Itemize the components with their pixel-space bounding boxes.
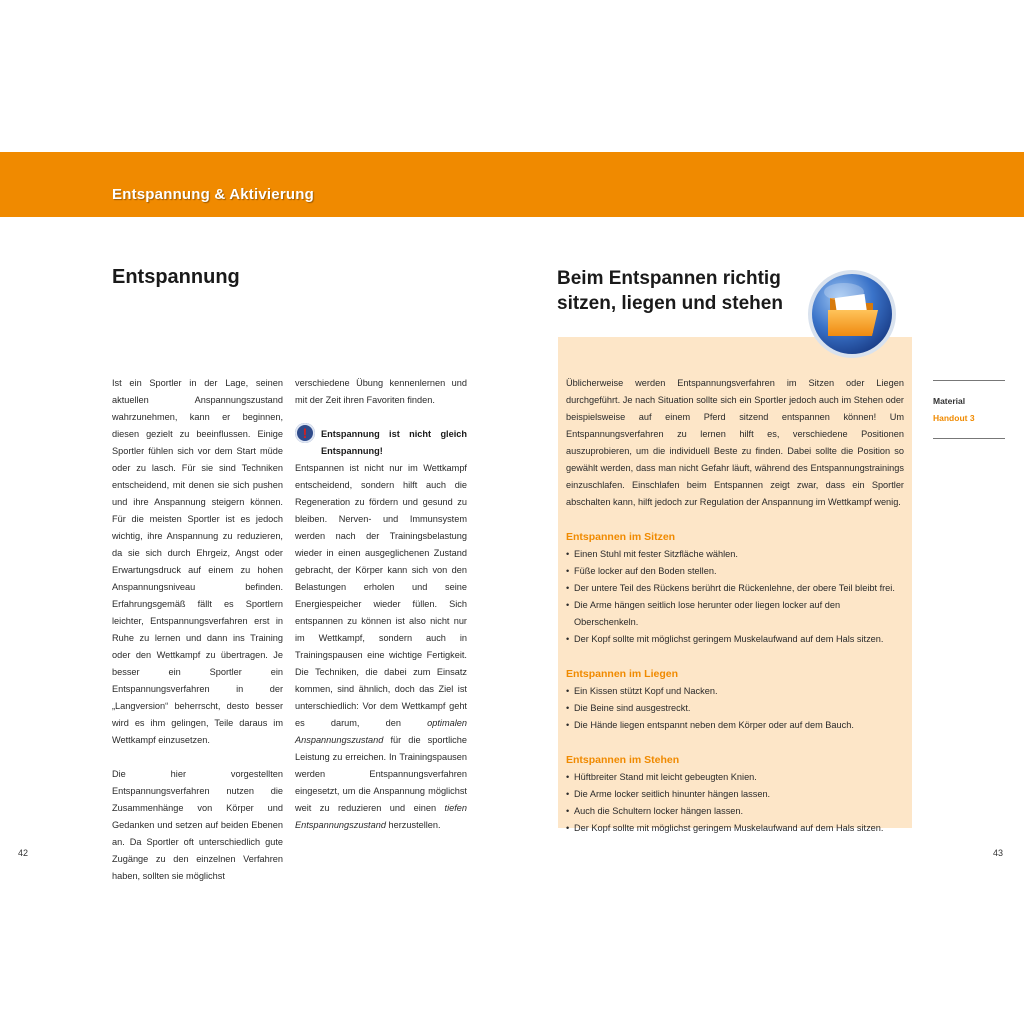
list-item: • Die Hände liegen entspannt neben dem Körper oder auf dem Bauch. (566, 717, 904, 734)
list-item: • Die Beine sind ausgestreckt. (566, 700, 904, 717)
side-label: Material (933, 396, 966, 406)
side-divider (933, 438, 1005, 439)
left-page-heading: Entspannung (112, 266, 240, 288)
list-item: • Der Kopf sollte mit möglichst geringem Muskelaufwand auf dem Hals sitzen. (566, 631, 904, 648)
section-title: Entspannen im Stehen (566, 754, 680, 766)
right-page-heading: Beim Entspannen richtig sitzen, liegen und stehen (557, 268, 783, 314)
page-number-right: 43 (993, 848, 1004, 858)
folder-icon (806, 268, 898, 360)
paragraph: Ist ein Sportler in der Lage, seinen aktuellen Anspannungszustand wahrzunehmen, kann er beginnen, diesen gezielt zu beeinflussen. Einige Sportler fühlen sich vor dem Start müde oder zu lasch. Für sie sind Techniken entscheidend, mit denen sie sich pushen und ihre Anspannung steigern können. Für die meisten Sportler ist es jedoch wichtig, ihre Anspannung zu reduzieren, da sie sich durch Ehrgeiz, Angst oder Erwartungsdruck auf einem zu hohen Anspannungsniveau befinden. Erfahrungsgemäß fällt es Sportlern leichter, Entspannungsverfahren erst in Ruhe zu lernen und dann ins Training oder den Wettkampf zu übertragen. Je besser ein Sportler ein Entspannungsverfahren in der „Langversion“ beherrscht, desto besser wird es ihm gelingen, Teile daraus im Wettkampf einzusetzen. (112, 378, 283, 745)
exclamation-icon: ! (295, 423, 315, 443)
paragraph: Die hier vorgestellten Entspannungsverfahren nutzen die Zusammenhänge von Körper und Gedanken und setzen auf beiden Ebenen an. Da Sportler oft unterschiedlich gute Zugänge zu den einzelnen Verfahren haben, sollten sie möglichst (112, 769, 283, 881)
emphasis: tiefen Entspannungszustand (295, 803, 467, 830)
list-item: • Ein Kissen stützt Kopf und Nacken. (566, 683, 904, 700)
list-item: • Füße locker auf den Boden stellen. (566, 563, 904, 580)
list-item: • Die Arme hängen seitlich lose herunter oder liegen locker auf den Oberschenkeln. (566, 597, 904, 631)
left-column-1 (112, 375, 283, 885)
intro-paragraph: Üblicherweise werden Entspannungsverfahren im Sitzen oder Liegen durchgeführt. Je nach Situation sollte sich ein Sportler jedoch auch im Stehen oder beispielsweise auf einem Pferd sitzend entspannen können! Um Entspannungsverfahren zu lernen hilft es, verschiedene Positionen auszuprobieren, um die individuell Beste zu finden. Dabei sollte die Position so gewählt werden, dass man nicht Gefahr läuft, während des Entspannungstrainings einzuschlafen. Einschlafen beim Entspannen zeigt zwar, dass ein Sportler abschalten kann, hilft jedoch zur Regulation der Anspannung im Wettkampf wenig. (566, 378, 904, 507)
side-sublabel: Handout 3 (933, 413, 975, 423)
header-band (0, 152, 1024, 217)
emphasis: optimalen Anspannungszustand (295, 718, 467, 745)
list-item: • Auch die Schultern locker hängen lassen. (566, 803, 904, 820)
list-item: • Der untere Teil des Rückens berührt die Rückenlehne, der obere Teil bleibt frei. (566, 580, 904, 597)
chapter-title: Entspannung & Aktivierung (112, 186, 314, 203)
list-item: • Die Arme locker seitlich hinunter hängen lassen. (566, 786, 904, 803)
section-title: Entspannen im Sitzen (566, 531, 676, 543)
info-box-content (566, 375, 904, 837)
section-title: Entspannen im Liegen (566, 668, 679, 680)
bullet-list (566, 546, 904, 648)
side-divider (933, 380, 1005, 381)
page-number-left: 42 (18, 848, 29, 858)
paragraph: Entspannen ist nicht nur im Wettkampf entscheidend, sondern hilft auch die Regeneration zu fördern und gesund zu bleiben. Nerven- und Immunsystem werden nach der Trainingsbelastung wieder in einen ausgeglichenen Zustand gebracht, der Körper kann sich von den Belastungen erholen und seine Energiespeicher wieder füllen. Sich entspannen zu können ist also nicht nur im Wettkampf, sondern auch in Trainingspausen eine wichtige Fertigkeit. Die Techniken, die dabei zum Einsatz kommen, sind ähnlich, doch das Ziel ist unterschiedlich: Vor dem Wettkampf geht es darum, den optimalen Anspannungszustand für die sportliche Leistung zu erreichen. In Trainingspausen werden Entspannungsverfahren eingesetzt, um die Anspannung möglichst weit zu reduzieren und einen tiefen Entspannungszustand herzustellen. (295, 463, 467, 830)
warning-note (295, 426, 467, 460)
warning-title: Entspannung ist nicht gleich Entspannung! (321, 429, 467, 456)
list-item: • Hüftbreiter Stand mit leicht gebeugten Knien. (566, 769, 904, 786)
list-item: • Einen Stuhl mit fester Sitzfläche wählen. (566, 546, 904, 563)
bullet-list (566, 769, 904, 837)
list-item: • Der Kopf sollte mit möglichst geringem Muskelaufwand auf dem Hals sitzen. (566, 820, 904, 837)
left-column-2 (295, 375, 467, 834)
paragraph: verschiedene Übung kennenlernen und mit der Zeit ihren Favoriten finden. (295, 378, 467, 405)
bullet-list (566, 683, 904, 734)
